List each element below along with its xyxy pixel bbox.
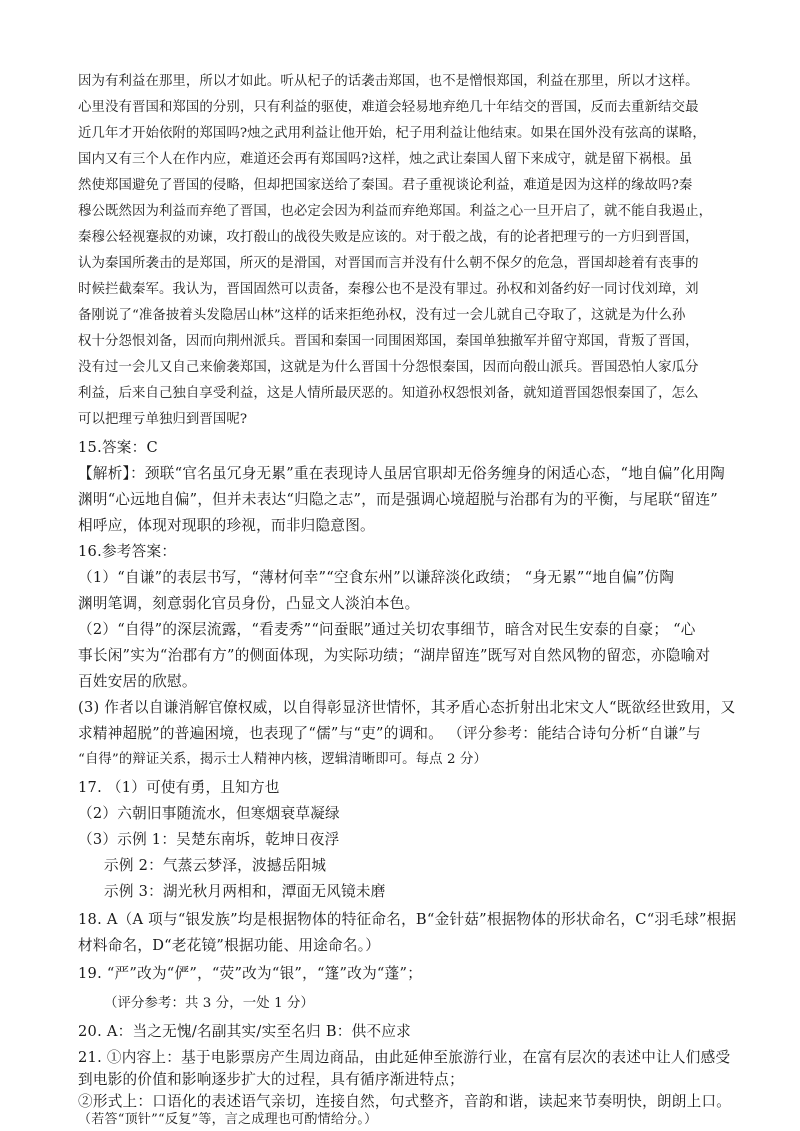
text-line: 示例 2：气蒸云梦泽，波撼岳阳城: [104, 857, 327, 874]
text-line: 示例 3：湖光秋月两相和，潭面无风镜未磨: [104, 883, 386, 900]
text-line: 秦穆公轻视蹇叔的劝谏，攻打殽山的战役失败是应该的。对于殽之战，有的论者把理亏的一方归到晋国，: [78, 230, 699, 245]
text-line: 求精神超脱”的普遍困境，也表现了“儒”与“吏”的调和。 （评分参考：能结合诗句分析“自谦”与: [78, 725, 701, 742]
text-line: 利益，后来自己独自享受利益，这是人情所最厌恶的。知道孙权怨恨刘备，就知道晋国怨恨秦国了，怎么: [78, 386, 699, 401]
text-line: 因为有利益在那里，所以才如此。听从杞子的话袭击郑国，也不是憎恨郑国，利益在那里，所以才这样。: [78, 74, 699, 89]
text-line: 到电影的价值和影响逐步扩大的过程，具有循序渐进特点；: [78, 1071, 464, 1088]
text-line: 心里没有晋国和郑国的分别，只有利益的驱使，难道会轻易地弃绝几十年结交的晋国，反而去重新结交最: [78, 100, 699, 115]
text-line: （2）六朝旧事随流水，但寒烟衰草凝绿: [78, 805, 340, 822]
text-line: 近几年才开始依附的郑国吗?烛之武用利益让他开始，杞子用利益让他结束。如果在国外没有弦高的谋略，: [78, 126, 706, 141]
text-line: （1）“自谦”的表层书写，“薄材何幸”“空食东州”以谦辞淡化政绩； “身无累”“地自偏”仿陶: [78, 569, 675, 586]
text-line: 百姓安居的欣慰。: [78, 673, 197, 690]
question-20-answer: 20. A：当之无愧/名副其实/实至名归 B：供不应求: [78, 1023, 412, 1040]
text-line: （2）“自得”的深层流露，“看麦秀”“问蚕眠”通过关切农事细节，暗含对民生安泰的自豪； “心: [78, 621, 696, 638]
text-line: (3) 作者以自谦消解官僚权威，以自得彰显济世情怀，其矛盾心态折射出北宋文人“既欲经世致用，又: [78, 699, 736, 716]
text-line: 然使郑国避免了晋国的侵略，但却把国家送给了秦国。君子重视谈论利益，难道是因为这样的缘故吗?秦: [78, 178, 693, 193]
question-17-answer: 17. （1）可使有勇，且知方也: [78, 779, 280, 796]
text-line: 国内又有三个人在作内应，难道还会再有郑国吗?这样，烛之武让秦国人留下来成守，就是留下祸根。虽: [78, 152, 693, 167]
question-21-answer: 21. ①内容上：基于电影票房产生周边商品，由此延伸至旅游行业，在富有层次的表述中让人们感受: [78, 1049, 731, 1066]
question-16-heading: 16.参考答案：: [78, 543, 177, 560]
text-line: 可以把理亏单独归到晋国呢?: [78, 412, 248, 427]
text-line: （3）示例 1：吴楚东南坼，乾坤日夜浮: [78, 831, 340, 848]
scoring-note: （评分参考：共 3 分，一处 1 分）: [104, 996, 315, 1011]
text-line: ②形式上：口语化的表述语气亲切，连接自然，句式整齐，音韵和谐，读起来节奏明快，朗朗上口。: [78, 1093, 732, 1110]
question-15-answer: 15.答案：C: [78, 439, 158, 456]
text-line: 穆公既然因为利益而弃绝了晋国，也必定会因为利益而弃绝郑国。利益之心一旦开启了，就不能自我遏止，: [78, 204, 713, 219]
question-19-answer: 19. “严”改为“俨”，“荧”改为“银”，“篷”改为“蓬”；: [78, 965, 423, 982]
text-line: 备刚说了“准备披着头发隐居山林”这样的话来拒绝孙权，没有过一会儿就自己夺取了，这就是为什么孙: [78, 308, 686, 323]
text-line: 时候拦截秦军。我认为，晋国固然可以责备，秦穆公也不是没有罪过。孙权和刘备约好一同讨伐刘璋，刘: [78, 282, 699, 297]
text-line: 事长闲”实为“治郡有方”的侧面体现，为实际功绩；“湖岸留连”既写对自然风物的留恋，亦隐喻对: [78, 647, 711, 664]
text-line: 材料命名，D“老花镜”根据功能、用途命名。）: [78, 937, 381, 954]
text-line: （若答“顶针”“反复”等，言之成理也可酌情给分。）: [78, 1112, 378, 1127]
text-line: 没有过一会儿又自己来偷袭郑国，这就是为什么晋国十分怨恨秦国，因而向殽山派兵。晋国恐怕人家瓜分: [78, 360, 699, 375]
text-line: 渊明“心远地自偏”，但并未表达“归隐之志”，而是强调心境超脱与治郡有为的平衡，与尾联“留连”: [78, 491, 719, 508]
text-line: 【解析】：颈联“官名虽冗身无累”重在表现诗人虽居官职却无俗务缠身的闲适心态，“地自偏”化用陶: [78, 465, 725, 482]
text-line: “自得”的辩证关系，揭示士人精神内核，逻辑清晰即可。每点 2 分）: [78, 752, 487, 767]
text-line: 相呼应，体现对现职的珍视，而非归隐意图。: [78, 517, 375, 534]
text-line: 渊明笔调，刻意弱化官员身份，凸显文人淡泊本色。: [78, 595, 420, 612]
text-line: 权十分怨恨刘备，因而向荆州派兵。晋国和秦国一同围困郑国，秦国单独撤军并留守郑国，背叛了晋国，: [78, 334, 699, 349]
question-18-answer: 18. A（A 项与“银发族”均是根据物体的特征命名，B“金针菇”根据物体的形状命名，C“羽毛球”根据: [78, 911, 737, 928]
text-line: 认为秦国所袭击的是郑国，所灭的是滑国，对晋国而言并没有什么朝不保夕的危急，晋国却趁着有丧事的: [78, 256, 699, 271]
